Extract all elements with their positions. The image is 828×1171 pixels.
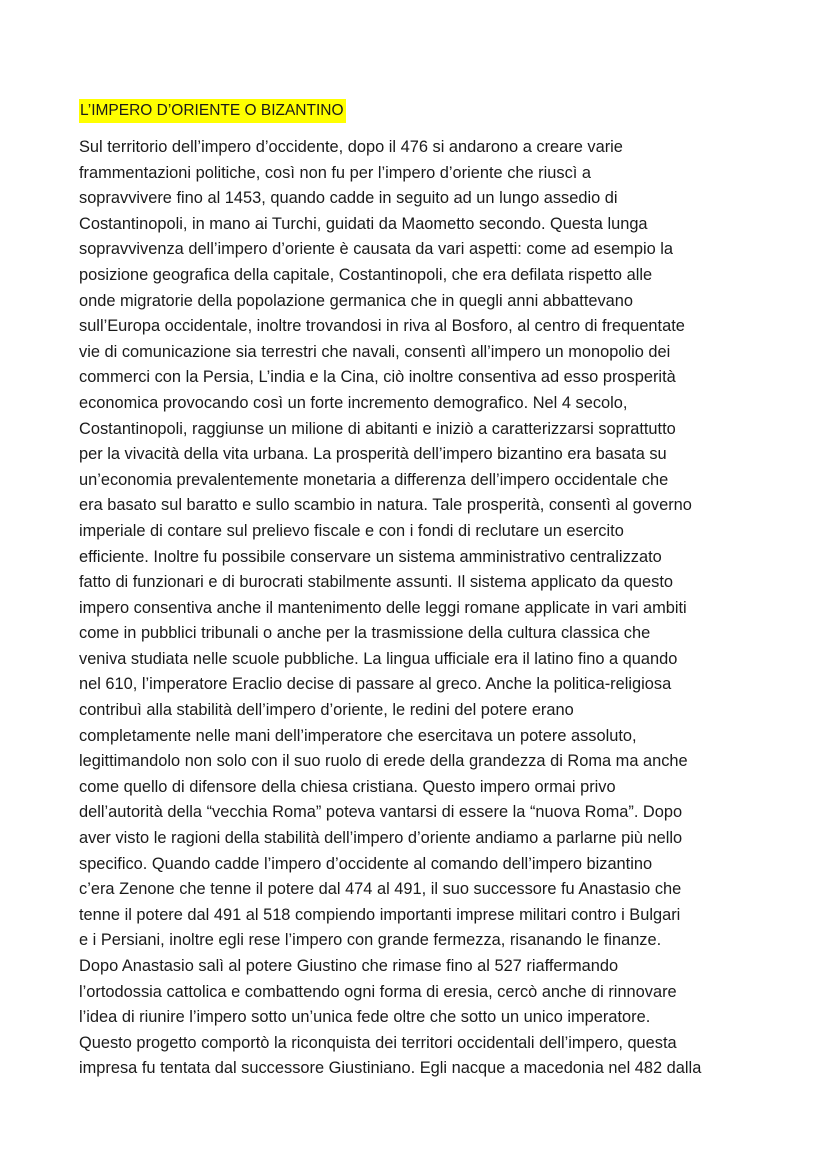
- text-line: imperiale di contare sul prelievo fiscale e con i fondi di reclutare un esercito: [79, 521, 624, 540]
- text-line: posizione geografica della capitale, Costantinopoli, che era defilata rispetto alle: [79, 265, 653, 284]
- text-line: impresa fu tentata dal successore Giustiniano. Egli nacque a macedonia nel 482 dalla: [79, 1059, 702, 1078]
- text-line: specifico. Quando cadde l’impero d’occidente al comando dell’impero bizantino: [79, 854, 653, 873]
- text-line: efficiente. Inoltre fu possibile conservare un sistema amministrativo centralizzato: [79, 547, 662, 566]
- text-line: per la vivacità della vita urbana. La prosperità dell’impero bizantino era basata su: [79, 445, 667, 464]
- text-line: sopravvivenza dell’impero d’oriente è causata da vari aspetti: come ad esempio la: [79, 240, 674, 259]
- text-line: un’economia prevalentemente monetaria a differenza dell’impero occidentale che: [79, 470, 669, 489]
- text-line: legittimandolo non solo con il suo ruolo di erede della grandezza di Roma ma anche: [79, 752, 688, 771]
- text-line: come quello di difensore della chiesa cristiana. Questo impero ormai privo: [79, 777, 616, 796]
- text-line: come in pubblici tribunali o anche per la trasmissione della cultura classica che: [79, 624, 651, 643]
- text-line: aver visto le ragioni della stabilità dell’impero d’oriente andiamo a parlarne più nello: [79, 829, 683, 848]
- text-line: frammentazioni politiche, così non fu per l’impero d’oriente che riuscì a: [79, 163, 591, 182]
- text-line: veniva studiata nelle scuole pubbliche. La lingua ufficiale era il latino fino a quando: [79, 649, 678, 668]
- text-line: sopravvivere fino al 1453, quando cadde in seguito ad un lungo assedio di: [79, 189, 618, 208]
- text-line: dell’autorità della “vecchia Roma” poteva vantarsi di essere la “nuova Roma”. Dopo: [79, 803, 683, 822]
- text-line: onde migratorie della popolazione germanica che in quegli anni abbattevano: [79, 291, 634, 310]
- text-line: contribuì alla stabilità dell’impero d’oriente, le redini del potere erano: [79, 701, 574, 720]
- text-line: e i Persiani, inoltre egli rese l’impero con grande fermezza, risanando le finanze.: [79, 931, 662, 950]
- text-line: tenne il potere dal 491 al 518 compiendo importanti imprese militari contro i Bulgari: [79, 905, 681, 924]
- document-title: L’IMPERO D’ORIENTE O BIZANTINO: [79, 99, 346, 123]
- text-line: Questo progetto comportò la riconquista dei territori occidentali dell’impero, questa: [79, 1033, 677, 1052]
- text-line: l’ortodossia cattolica e combattendo ogni forma di eresia, cercò anche di rinnovare: [79, 982, 677, 1001]
- text-line: l’idea di riunire l’impero sotto un’unica fede oltre che sotto un unico imperatore.: [79, 1008, 651, 1027]
- text-line: vie di comunicazione sia terrestri che navali, consentì all’impero un monopolio dei: [79, 342, 671, 361]
- text-line: fatto di funzionari e di burocrati stabilmente assunti. Il sistema applicato da questo: [79, 573, 674, 592]
- text-line: era basato sul baratto e sullo scambio in natura. Tale prosperità, consentì al governo: [79, 496, 692, 515]
- text-line: Sul territorio dell’impero d’occidente, dopo il 476 si andarono a creare varie: [79, 138, 623, 156]
- text-line: c’era Zenone che tenne il potere dal 474 al 491, il suo successore fu Anastasio che: [79, 880, 682, 899]
- text-line: Costantinopoli, raggiunse un milione di abitanti e iniziò a caratterizzarsi soprattutto: [79, 419, 676, 438]
- text-line: completamente nelle mani dell’imperatore che esercitava un potere assoluto,: [79, 726, 637, 745]
- text-line: Costantinopoli, in mano ai Turchi, guidati da Maometto secondo. Questa lunga: [79, 214, 648, 233]
- text-line: impero consentiva anche il mantenimento delle leggi romane applicate in vari ambiti: [79, 598, 687, 617]
- text-line: commerci con la Persia, L’india e la Cina, ciò inoltre consentiva ad esso prosperità: [79, 368, 676, 387]
- document-body: [79, 135, 779, 1082]
- text-line: economica provocando così un forte incremento demografico. Nel 4 secolo,: [79, 393, 628, 412]
- text-line: nel 610, l’imperatore Eraclio decise di passare al greco. Anche la politica-religiosa: [79, 675, 672, 694]
- text-line: Dopo Anastasio salì al potere Giustino che rimase fino al 527 riaffermando: [79, 957, 619, 975]
- text-line: sull’Europa occidentale, inoltre trovandosi in riva al Bosforo, al centro di frequentate: [79, 317, 685, 336]
